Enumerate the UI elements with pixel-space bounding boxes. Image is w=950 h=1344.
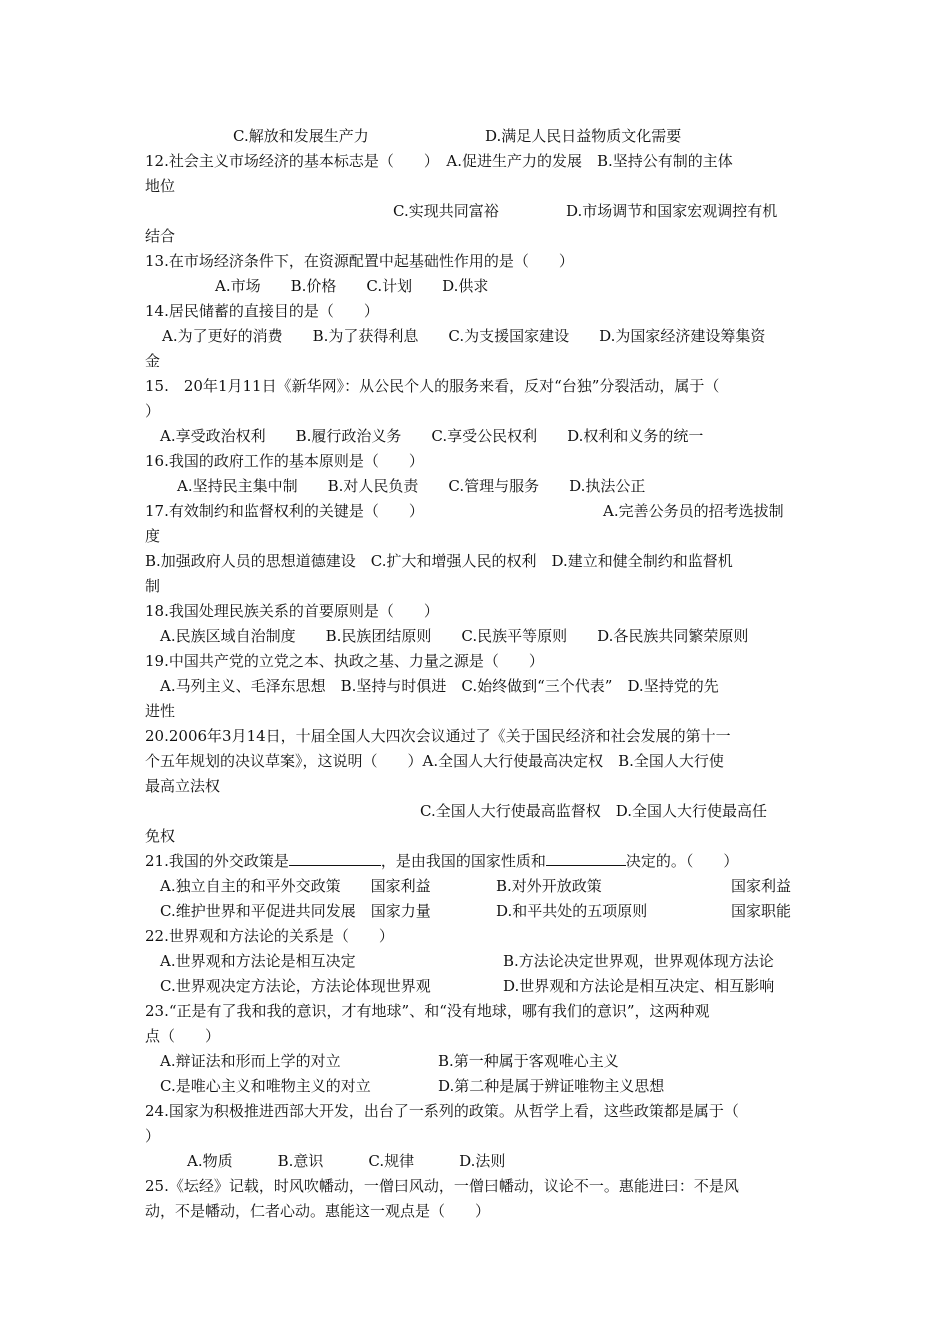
q22-option-a: A.世界观和方法论是相互决定 — [160, 952, 356, 970]
q19-stem: 19.中国共产党的立党之本、执政之基、力量之源是（ ） — [145, 652, 544, 670]
q13-options: A.市场 B.价格 C.计划 D.供求 — [215, 277, 489, 295]
q20-line1: 20.2006年3月14日，十届全国人大四次会议通过了《关于国民经济和社会发展的第十一 — [145, 727, 731, 745]
q14-wrap: 金 — [145, 352, 161, 370]
q17-stem: 17.有效制约和监督权利的关键是（ ） — [145, 502, 424, 520]
q17-option-a: A.完善公务员的招考选拔制 — [603, 502, 784, 520]
q21-stem-part3: 决定的。（ ） — [625, 852, 739, 870]
q17-wrap2: 制 — [145, 577, 161, 595]
q23-stem: 23.“正是有了我和我的意识，才有地球”、和“没有地球，哪有我们的意识”，这两种观 — [145, 1002, 710, 1020]
q15-options: A.享受政治权利 B.履行政治义务 C.享受公民权利 D.权利和义务的统一 — [160, 427, 704, 445]
q16-options: A.坚持民主集中制 B.对人民负责 C.管理与服务 D.执法公正 — [177, 477, 646, 495]
q20-options-cd: C.全国人大行使最高监督权 D.全国人大行使最高任 — [420, 802, 767, 820]
q14-stem: 14.居民储蓄的直接目的是（ ） — [145, 302, 379, 320]
q25-wrap: 动，不是幡动，仁者心动。惠能这一观点是（ ） — [145, 1202, 491, 1220]
q11-option-d: D.满足人民日益物质文化需要 — [485, 127, 682, 145]
q18-stem: 18.我国处理民族关系的首要原则是（ ） — [145, 602, 439, 620]
q15-stem: 15. 20年1月11日《新华网》：从公民个人的服务来看，反对“台独”分裂活动，属于（ — [145, 377, 720, 395]
q18-options: A.民族区域自治制度 B.民族团结原则 C.民族平等原则 D.各民族共同繁荣原则 — [160, 627, 749, 645]
q22-stem: 22.世界观和方法论的关系是（ ） — [145, 927, 394, 945]
answer-blank-1 — [289, 849, 381, 866]
q22-option-d: D.世界观和方法论是相互决定、相互影响 — [503, 977, 775, 995]
answer-blank-2 — [546, 849, 626, 866]
q12-line1: 12.社会主义市场经济的基本标志是（ ） A.促进生产力的发展 B.坚持公有制的主体 — [145, 152, 733, 170]
q21-option-a: A.独立自主的和平外交政策 国家利益 — [160, 877, 431, 895]
q11-option-c: C.解放和发展生产力 — [233, 127, 369, 145]
q24-options: A.物质 B.意识 C.规律 D.法则 — [187, 1152, 506, 1170]
q20-line5: 免权 — [145, 827, 176, 845]
q23-option-a: A.辩证法和形而上学的对立 — [160, 1052, 341, 1070]
q17-wrap: 度 — [145, 527, 161, 545]
q21-option-b-tail: 国家利益 — [731, 877, 792, 895]
q19-wrap: 进性 — [145, 702, 176, 720]
q21-stem-part2: ，是由我国的国家性质和 — [380, 852, 546, 870]
q20-line3: 最高立法权 — [145, 777, 221, 795]
q19-options: A.马列主义、毛泽东思想 B.坚持与时俱进 C.始终做到“三个代表” D.坚持党的先 — [160, 677, 719, 695]
q12-line2: 地位 — [145, 177, 176, 195]
q23-wrap: 点（ ） — [145, 1027, 221, 1045]
q12-option-c: C.实现共同富裕 — [393, 202, 499, 220]
q12-line4: 结合 — [145, 227, 176, 245]
q13-stem: 13.在市场经济条件下，在资源配置中起基础性作用的是（ ） — [145, 252, 574, 270]
q21-option-d: D.和平共处的五项原则 — [496, 902, 648, 920]
q12-option-d: D.市场调节和国家宏观调控有机 — [566, 202, 778, 220]
q20-line2: 个五年规划的决议草案》，这说明（ ）A.全国人大行使最高决定权 B.全国人大行使 — [145, 752, 724, 770]
q21-option-d-tail: 国家职能 — [731, 902, 792, 920]
q21-stem — [145, 849, 738, 874]
q24-wrap: ） — [145, 1127, 161, 1145]
q16-stem: 16.我国的政府工作的基本原则是（ ） — [145, 452, 424, 470]
q14-options: A.为了更好的消费 B.为了获得利息 C.为支援国家建设 D.为国家经济建设筹集资 — [162, 327, 766, 345]
q15-wrap: ） — [145, 402, 161, 420]
q24-stem: 24.国家为积极推进西部大开发，出台了一系列的政策。从哲学上看，这些政策都是属于（ — [145, 1102, 739, 1120]
q21-option-b: B.对外开放政策 — [496, 877, 602, 895]
q22-option-c: C.世界观决定方法论，方法论体现世界观 — [160, 977, 431, 995]
q21-stem-part1: 21.我国的外交政策是 — [145, 852, 289, 870]
q25-stem: 25.《坛经》记载，时风吹幡动，一僧曰风动，一僧曰幡动，议论不一。惠能进曰：不是风 — [145, 1177, 739, 1195]
q23-option-d: D.第二种是属于辨证唯物主义思想 — [438, 1077, 665, 1095]
q21-option-c: C.维护世界和平促进共同发展 国家力量 — [160, 902, 431, 920]
q23-option-b: B.第一种属于客观唯心主义 — [438, 1052, 619, 1070]
q22-option-b: B.方法论决定世界观，世界观体现方法论 — [503, 952, 774, 970]
q17-options: B.加强政府人员的思想道德建设 C.扩大和增强人民的权利 D.建立和健全制约和监督机 — [145, 552, 733, 570]
q23-option-c: C.是唯心主义和唯物主义的对立 — [160, 1077, 371, 1095]
